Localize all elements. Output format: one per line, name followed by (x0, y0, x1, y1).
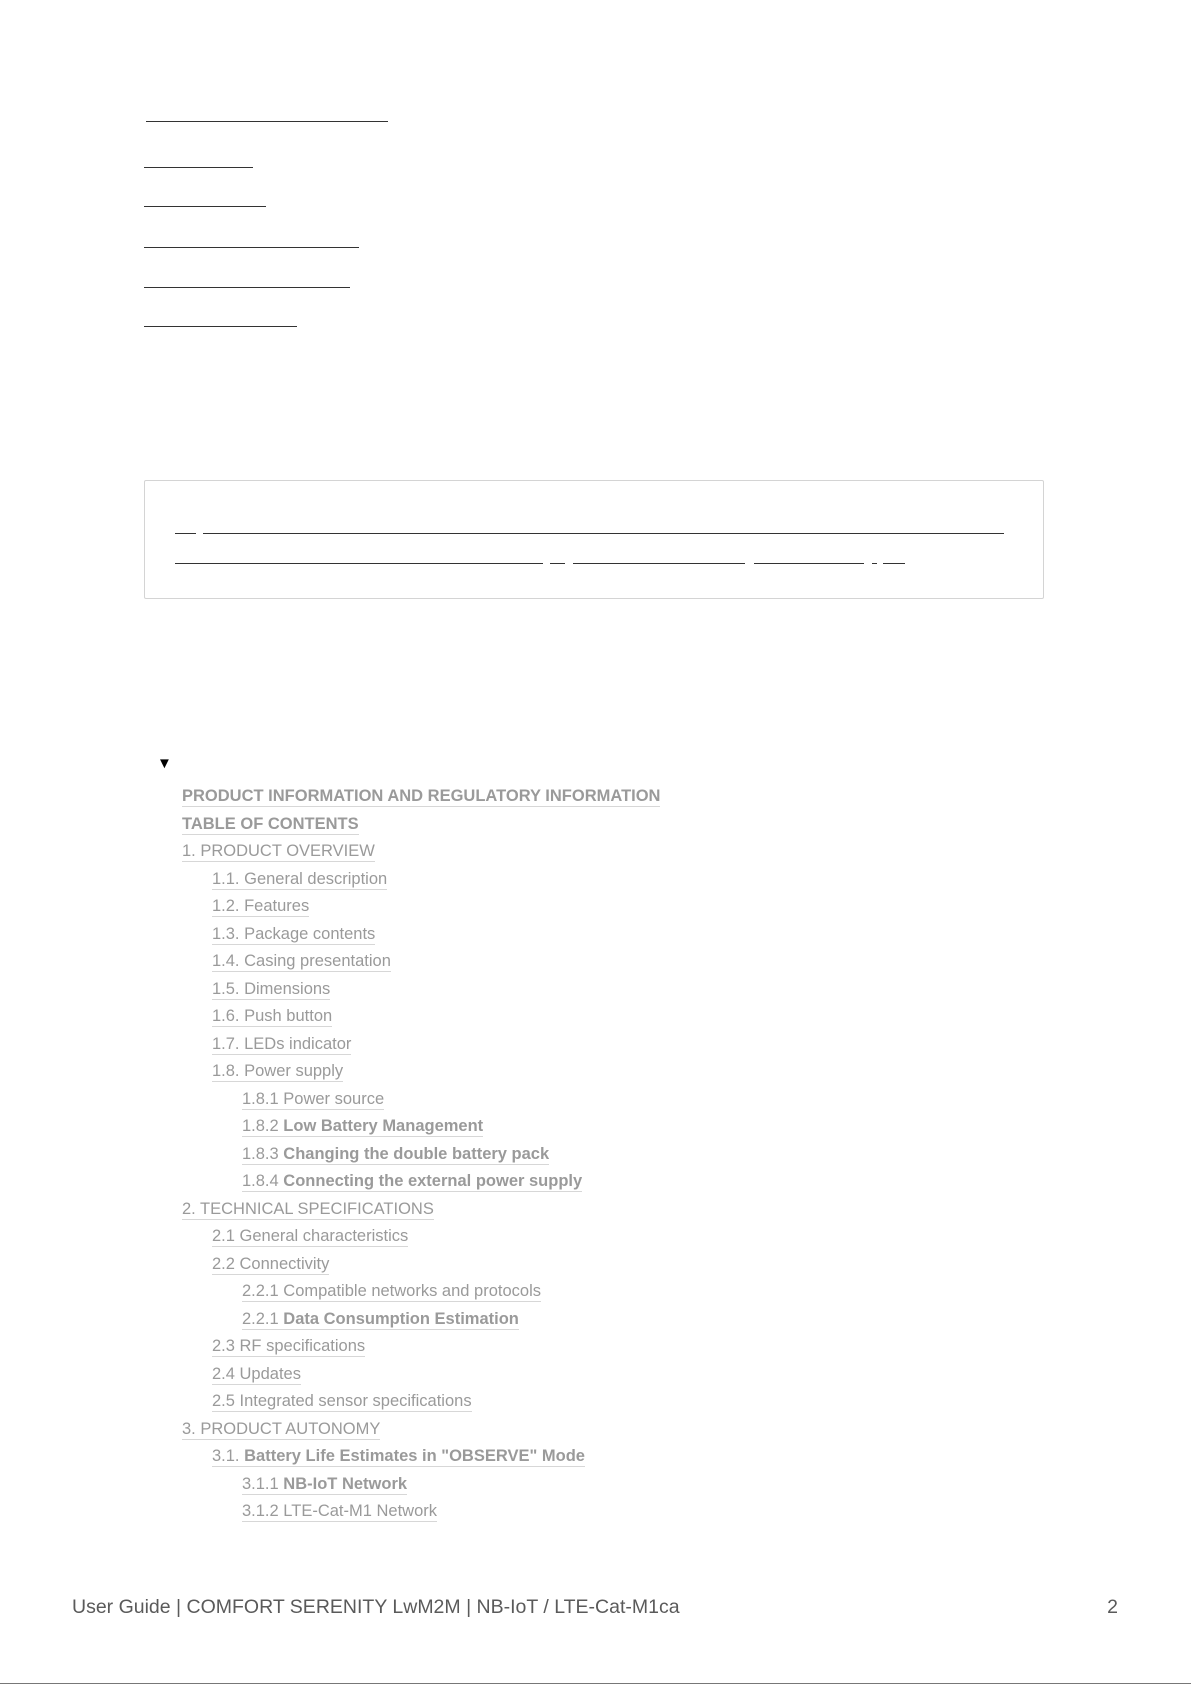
toc-link[interactable] (212, 1255, 329, 1275)
toc-entry (182, 1223, 982, 1251)
note-box (144, 480, 1044, 599)
toc-entry-title: Changing the double battery pack (283, 1144, 550, 1163)
toc-link[interactable] (212, 1447, 585, 1467)
toc-link[interactable] (212, 1035, 351, 1055)
toc-link[interactable] (182, 787, 660, 807)
toc-entry-title: 2.4 Updates (212, 1364, 301, 1383)
toc-link[interactable] (242, 1310, 519, 1330)
blank-link-3[interactable] (144, 206, 266, 207)
blank-link-4[interactable] (144, 247, 359, 248)
toc-link[interactable] (212, 1007, 332, 1027)
toc-entry (182, 1416, 982, 1444)
toc-entry-number: 1.8.4 (242, 1172, 284, 1190)
toc-entry (182, 1306, 982, 1334)
toc-link[interactable] (212, 1227, 408, 1247)
toc-entry-title: 2.2.1 Compatible networks and protocols (242, 1282, 541, 1300)
page-bottom-edge (0, 1683, 1191, 1684)
blank-link-2[interactable] (144, 167, 253, 168)
toc-link[interactable] (242, 1475, 407, 1495)
toc-entry (182, 948, 982, 976)
toc-entry (182, 1443, 982, 1471)
toc-link[interactable] (212, 980, 330, 1000)
toc-link[interactable] (212, 870, 387, 890)
note-box-blank-6[interactable] (754, 563, 864, 564)
toc-entry-title: 2.5 Integrated sensor specifications (212, 1392, 472, 1410)
toc-entry (182, 1141, 982, 1169)
toc-entry-title: 1.3. Package contents (212, 924, 376, 943)
toc-entry-title: 1.8.1 Power source (242, 1089, 385, 1108)
toc-entry-number: 3.1. (212, 1447, 245, 1465)
toc-entry-number: 3.1.1 (242, 1474, 284, 1493)
blank-link-6[interactable] (144, 326, 297, 327)
note-box-blank-7[interactable] (872, 563, 877, 564)
toc-entry-title: 2.1 General characteristics (212, 1227, 409, 1245)
toc-link[interactable] (242, 1282, 541, 1302)
toc-entry-title: 3.1.2 LTE-Cat-M1 Network (242, 1502, 438, 1520)
toc-link[interactable] (182, 1420, 380, 1440)
toc-entry (182, 866, 982, 894)
toc-entry (182, 1498, 982, 1526)
toc-link[interactable] (212, 897, 309, 917)
toc-entry (182, 1251, 982, 1279)
note-box-blank-4[interactable] (550, 563, 565, 564)
blank-link-1[interactable] (146, 121, 388, 122)
toc-entry (182, 1086, 982, 1114)
footer-page-number: 2 (1107, 1596, 1118, 1618)
toc-entry-title: 1.5. Dimensions (212, 979, 331, 998)
footer-document-title: User Guide | COMFORT SERENITY LwM2M | NB-IoT / LTE-Cat-M1ca (72, 1596, 680, 1618)
toc-entry (182, 1168, 982, 1196)
toc-link[interactable] (242, 1172, 582, 1192)
toc-entry (182, 1113, 982, 1141)
toc-link[interactable] (242, 1502, 437, 1522)
toc-link[interactable] (242, 1117, 483, 1137)
toc-entry-title: 1.7. LEDs indicator (212, 1034, 352, 1053)
toc-link[interactable] (212, 925, 375, 945)
toc-link[interactable] (212, 1365, 301, 1385)
toc-entry-title: 1. PRODUCT OVERVIEW (182, 842, 375, 860)
toc-link[interactable] (182, 842, 375, 862)
note-box-blank-8[interactable] (883, 563, 905, 564)
toc-link[interactable] (212, 1337, 365, 1357)
toc-entry (182, 1196, 982, 1224)
toc-entry-title: 1.1. General description (212, 869, 388, 888)
toc-entry-number: 1.8.3 (242, 1144, 284, 1163)
toc-entry (182, 1031, 982, 1059)
toc-entry-title: TABLE OF CONTENTS (182, 814, 359, 833)
toc-link[interactable] (242, 1090, 384, 1110)
blank-link-5[interactable] (144, 287, 350, 288)
toc-entry-title: 1.4. Casing presentation (212, 952, 391, 970)
toc-collapse-toggle-icon[interactable]: ▼ (157, 755, 172, 772)
toc-entry (182, 1333, 982, 1361)
toc-entry (182, 1058, 982, 1086)
toc-entry-title: NB-IoT Network (283, 1474, 408, 1493)
toc-link[interactable] (212, 1392, 472, 1412)
toc-entry-title: Data Consumption Estimation (283, 1309, 519, 1328)
toc-link[interactable] (182, 815, 359, 835)
toc-entry-title: 2. TECHNICAL SPECIFICATIONS (182, 1199, 434, 1218)
toc-entry-title: 3. PRODUCT AUTONOMY (182, 1419, 381, 1438)
toc-entry (182, 1471, 982, 1499)
toc-entry (182, 1388, 982, 1416)
toc-link[interactable] (182, 1200, 434, 1220)
note-box-blank-5[interactable] (573, 563, 745, 564)
toc-link[interactable] (212, 952, 391, 972)
toc-entry (182, 1361, 982, 1389)
toc-entry-number: 2.2.1 (242, 1309, 284, 1328)
toc-entry-title: Connecting the external power supply (283, 1172, 583, 1190)
toc-entry (182, 838, 982, 866)
toc-entry-title: 1.6. Push button (212, 1007, 333, 1025)
toc-entry (182, 921, 982, 949)
toc-entry (182, 783, 982, 811)
toc-entry-title: 1.2. Features (212, 897, 310, 915)
toc-entry (182, 893, 982, 921)
toc-entry-number: 1.8.2 (242, 1117, 284, 1135)
toc-link[interactable] (212, 1062, 343, 1082)
toc-entry-title: 2.2 Connectivity (212, 1254, 330, 1273)
toc-entry-title: Battery Life Estimates in "OBSERVE" Mode (244, 1447, 585, 1465)
table-of-contents (182, 783, 982, 1526)
note-box-blank-1[interactable] (175, 533, 196, 534)
toc-link[interactable] (242, 1145, 549, 1165)
note-box-blank-3[interactable] (175, 563, 543, 564)
toc-entry-title: PRODUCT INFORMATION AND REGULATORY INFORMATION (182, 787, 661, 805)
toc-entry (182, 976, 982, 1004)
toc-entry-title: 1.8. Power supply (212, 1062, 344, 1080)
toc-entry (182, 811, 982, 839)
toc-entry-title: 2.3 RF specifications (212, 1337, 366, 1355)
toc-entry (182, 1003, 982, 1031)
toc-entry (182, 1278, 982, 1306)
note-box-blank-2[interactable] (203, 533, 1004, 534)
toc-entry-title: Low Battery Management (283, 1117, 484, 1135)
